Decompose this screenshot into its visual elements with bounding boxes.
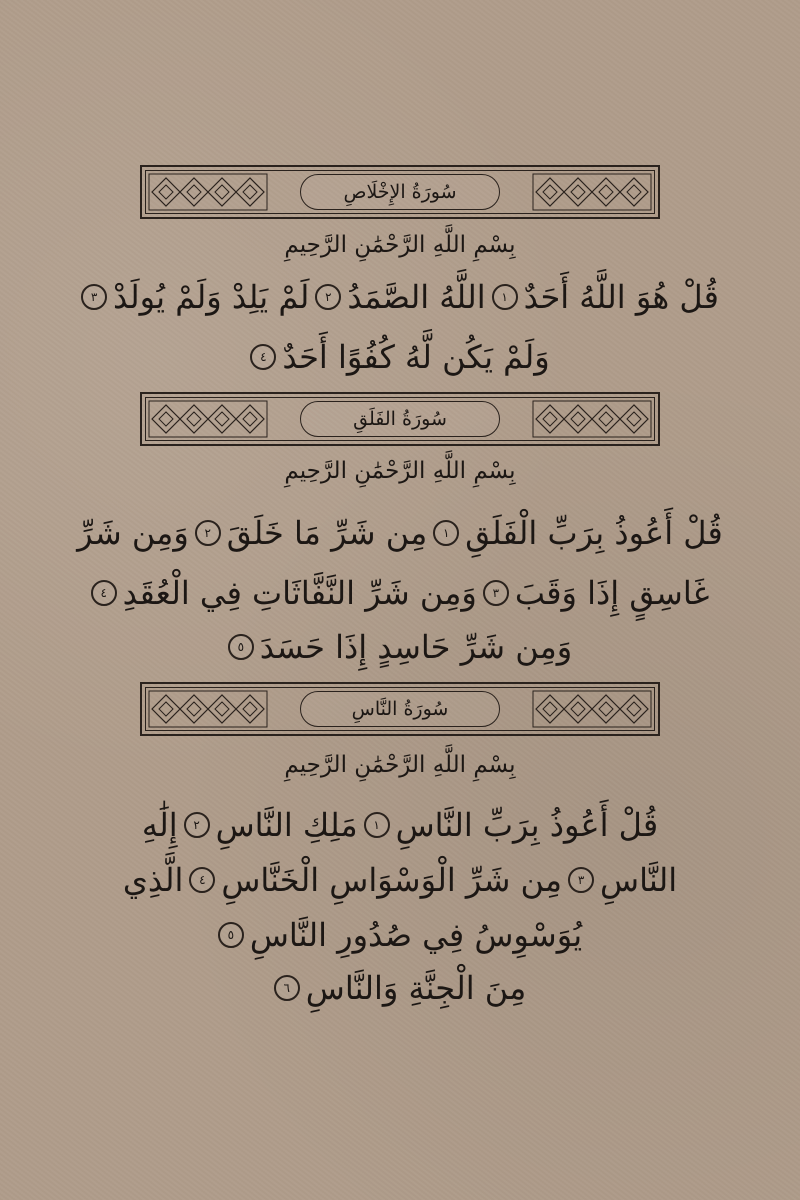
- ayah-number-icon: ١: [433, 520, 459, 546]
- ayah-number-icon: ٣: [568, 867, 594, 893]
- verse-line: [140, 332, 660, 382]
- ayah-number-icon: ٢: [195, 520, 221, 546]
- basmala: بِسْمِ اللَّهِ الرَّحْمَٰنِ الرَّحِيمِ: [284, 232, 516, 258]
- surah-header-falaq: [140, 392, 660, 446]
- verse-line: [90, 272, 719, 322]
- verse-text: قُلْ أَعُوذُ بِرَبِّ النَّاسِ: [395, 806, 659, 844]
- basmala: بِسْمِ اللَّهِ الرَّحْمَٰنِ الرَّحِيمِ: [284, 752, 516, 778]
- verse-text: قُلْ أَعُوذُ بِرَبِّ الْفَلَقِ: [465, 514, 723, 552]
- verse-line: [122, 855, 678, 905]
- verse-text: وَلَمْ يَكُن لَّهُ كُفُوًا أَحَدٌ: [282, 338, 550, 376]
- verse-line: [100, 568, 710, 618]
- ayah-number-icon: ٥: [218, 922, 244, 948]
- verse-line: [140, 622, 660, 672]
- ayah-number-icon: ٢: [315, 284, 341, 310]
- ayah-number-icon: ٤: [91, 580, 117, 606]
- ayah-number-icon: ٥: [228, 634, 254, 660]
- verse-text: مِن شَرِّ مَا خَلَقَ: [226, 514, 428, 552]
- verse-text: مَلِكِ النَّاسِ: [215, 806, 358, 844]
- verse-line: [140, 963, 660, 1013]
- verse-text: مِنَ الْجِنَّةِ وَالنَّاسِ: [305, 969, 527, 1007]
- verse-text: النَّاسِ: [600, 861, 678, 899]
- verse-text: وَمِن شَرِّ: [77, 514, 189, 552]
- ornament-icon: [148, 173, 268, 211]
- surah-header-nas: [140, 682, 660, 736]
- surah-title: سُورَةُ الفَلَقِ: [300, 401, 500, 437]
- ornament-icon: [148, 400, 268, 438]
- verse-text: وَمِن شَرِّ حَاسِدٍ إِذَا حَسَدَ: [259, 628, 573, 666]
- verse-line: [140, 910, 660, 960]
- ayah-number-icon: ١: [492, 284, 518, 310]
- verse-text: غَاسِقٍ إِذَا وَقَبَ: [514, 574, 710, 612]
- verse-text: اللَّهُ الصَّمَدُ: [347, 278, 486, 316]
- verse-text: وَمِن شَرِّ النَّفَّاثَاتِ فِي الْعُقَدِ: [122, 574, 477, 612]
- ayah-number-icon: ١: [364, 812, 390, 838]
- verse-text: لَمْ يَلِدْ وَلَمْ يُولَدْ: [113, 278, 310, 316]
- ayah-number-icon: ٤: [250, 344, 276, 370]
- surah-header-ikhlas: [140, 165, 660, 219]
- ornament-icon: [148, 690, 268, 728]
- ornament-icon: [532, 400, 652, 438]
- basmala: بِسْمِ اللَّهِ الرَّحْمَٰنِ الرَّحِيمِ: [284, 458, 516, 484]
- verse-line: [140, 800, 660, 850]
- verse-line: [77, 508, 723, 558]
- surah-title: سُورَةُ النَّاسِ: [300, 691, 500, 727]
- ornament-icon: [532, 690, 652, 728]
- ornament-icon: [532, 173, 652, 211]
- verse-text: يُوَسْوِسُ فِي صُدُورِ النَّاسِ: [249, 916, 583, 954]
- ayah-number-icon: ٣: [81, 284, 107, 310]
- ayah-number-icon: ٤: [189, 867, 215, 893]
- surah-title: سُورَةُ الإِخْلَاصِ: [300, 174, 500, 210]
- ayah-number-icon: ٦: [274, 975, 300, 1001]
- verse-text: الَّذِي: [122, 861, 184, 899]
- ayah-number-icon: ٣: [483, 580, 509, 606]
- ayah-number-icon: ٢: [184, 812, 210, 838]
- verse-text: قُلْ هُوَ اللَّهُ أَحَدٌ: [523, 278, 719, 316]
- verse-text: مِن شَرِّ الْوَسْوَاسِ الْخَنَّاسِ: [221, 861, 563, 899]
- verse-text: إِلَٰهِ: [141, 806, 178, 844]
